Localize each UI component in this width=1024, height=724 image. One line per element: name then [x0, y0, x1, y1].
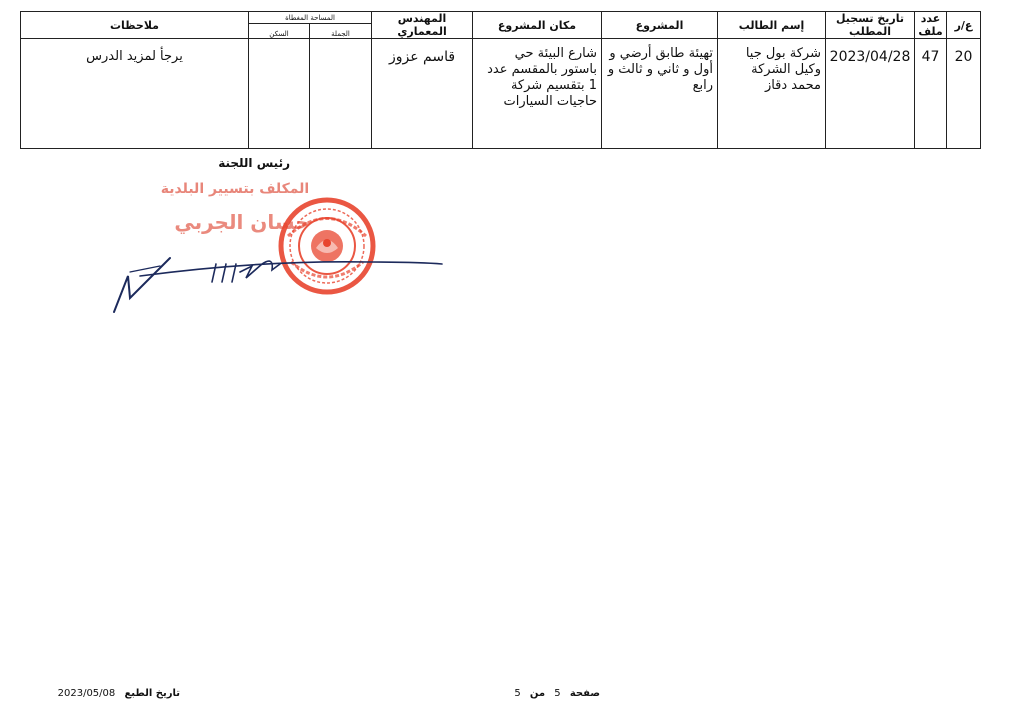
page-of-label: من: [529, 688, 546, 699]
cell-notes: يرجأ لمزيد الدرس: [21, 39, 249, 149]
committee-title: رئيس اللجنة: [218, 156, 290, 170]
print-date-footer: [40, 688, 180, 699]
print-date-value: 2023/05/08: [57, 688, 116, 699]
print-date-label: تاريخ الطبع: [124, 688, 180, 699]
header-project-location: مكان المشروع: [473, 12, 602, 39]
header-notes: ملاحظات: [21, 12, 249, 39]
official-name: حسان الجربي: [174, 210, 310, 234]
cell-file-number: 47: [915, 39, 947, 149]
page-current: 5: [554, 688, 561, 699]
header-area-residential: السكن: [249, 24, 310, 39]
page-label: صفحة: [569, 688, 600, 699]
cell-architect: قاسم عزوز: [372, 39, 473, 149]
signature-icon: [100, 236, 450, 326]
cell-area-residential: [249, 39, 310, 149]
header-serial: ع/ر: [947, 12, 981, 39]
cell-request-date: 2023/04/28: [826, 39, 915, 149]
header-project: المشروع: [602, 12, 718, 39]
cell-applicant: شركة بول جيا وكيل الشركة محمد دقاز: [718, 39, 826, 149]
cell-area-total: [310, 39, 372, 149]
cell-project-location: شارع البيئة حي باستور بالمقسم عدد 1 بتقسيم شركة حاجيات السيارات: [473, 39, 602, 149]
header-granted-area: المساحة المغطاة: [249, 12, 372, 24]
page-number-footer: [480, 688, 600, 699]
page-total: 5: [514, 688, 521, 699]
official-title: المكلف بتسيير البلدية: [160, 181, 310, 197]
records-table: [20, 11, 981, 149]
header-architect: المهندس المعماري: [372, 12, 473, 39]
header-area-total: الجملة: [310, 24, 372, 39]
header-file-number: عدد ملف: [915, 12, 947, 39]
header-request-date: تاريخ تسجيل المطلب: [826, 12, 915, 39]
header-applicant: إسم الطالب: [718, 12, 826, 39]
cell-serial: 20: [947, 39, 981, 149]
cell-project: تهيئة طابق أرضي و أول و ثاني و ثالث و رابع: [602, 39, 718, 149]
table-row: [21, 39, 981, 149]
